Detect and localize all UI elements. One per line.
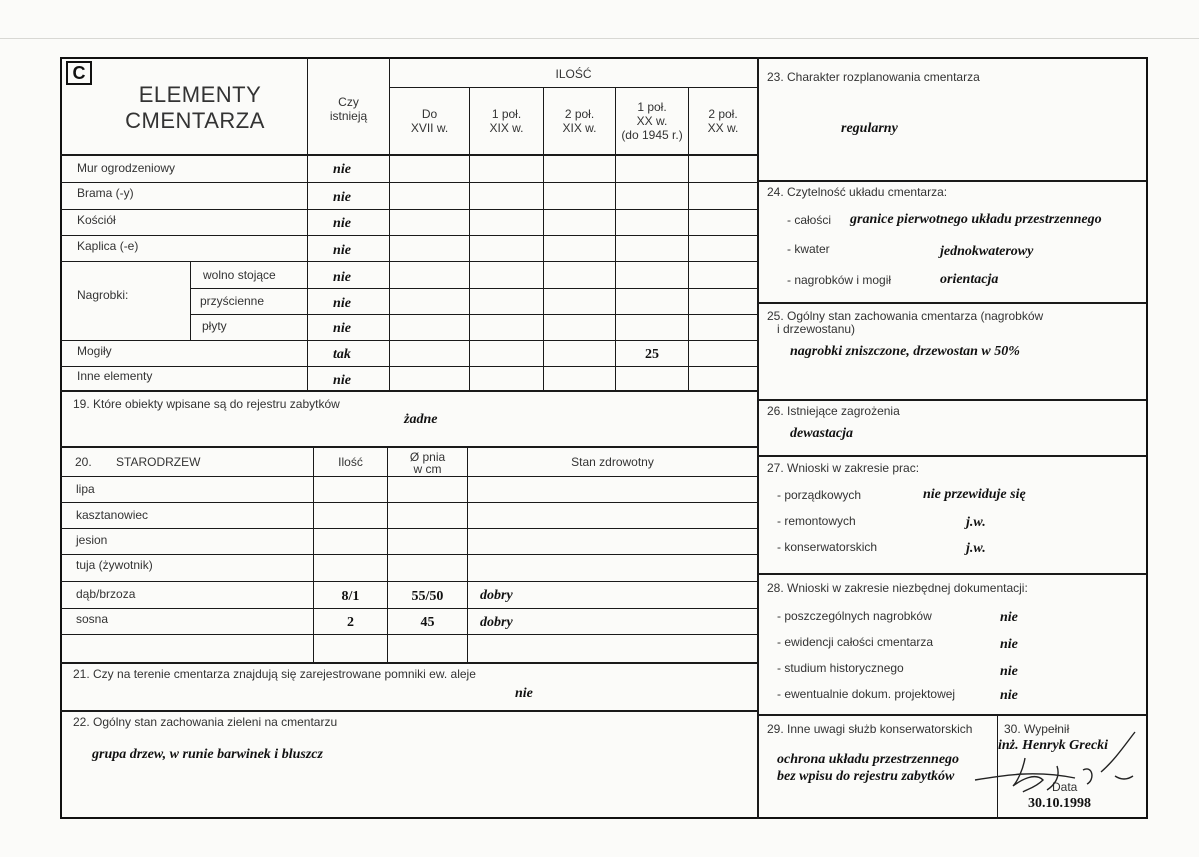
divider (60, 581, 757, 582)
divider (190, 288, 757, 289)
q19-value: żadne (404, 412, 438, 427)
element-exists: nie (333, 296, 351, 311)
title-line1: ELEMENTY (138, 82, 262, 107)
q24-item-value: granice pierwotnego układu przestrzennego (850, 212, 1102, 227)
date-value: 30.10.1998 (1028, 796, 1091, 811)
q23-value: regularny (841, 121, 898, 136)
tree-name: tuja (żywotnik) (76, 558, 153, 572)
q21-label: 21. Czy na terenie cmentarza znajdują się zarejestrowane pomniki ew. aleje (73, 667, 476, 681)
col-quantity: ILOŚĆ (555, 67, 592, 81)
tombstones-label: Nagrobki: (77, 288, 129, 302)
q24-item-label: - kwater (787, 242, 830, 256)
element-exists: nie (333, 243, 351, 258)
element-label: Inne elementy (77, 369, 153, 383)
q26-label: 26. Istniejące zagrożenia (767, 404, 900, 418)
divider (60, 209, 757, 210)
period-4-line1: 1 poł. (637, 100, 667, 114)
element-exists: nie (333, 373, 351, 388)
divider (60, 390, 757, 392)
divider (758, 455, 1146, 457)
element-label: Kaplica (-e) (77, 239, 139, 253)
element-count: 25 (645, 347, 659, 362)
divider (60, 634, 757, 635)
q24-item-label: - całości (787, 213, 832, 227)
q29-value-2: bez wpisu do rejestru zabytków (777, 769, 955, 784)
q24-item-value: jednokwaterowy (940, 244, 1034, 259)
q30-label: 30. Wypełnił (1004, 722, 1070, 736)
period-2-line1: 1 poł. (491, 107, 522, 121)
divider (758, 573, 1146, 575)
q28-item-label: - poszczególnych nagrobków (777, 609, 932, 623)
q27-item-label: - remontowych (777, 514, 856, 528)
divider (60, 476, 757, 477)
period-1-line1: Do (421, 107, 438, 121)
divider (60, 182, 757, 183)
tree-name: sosna (76, 612, 109, 626)
q27-item-label: - porządkowych (777, 488, 862, 502)
q29-label: 29. Inne uwagi służb konserwatorskich (767, 722, 973, 736)
q21-value: nie (515, 686, 533, 701)
q25-label-2: i drzewostanu) (777, 322, 856, 336)
q28-item-value: nie (1000, 637, 1018, 652)
divider (190, 314, 757, 315)
q27-item-value: nie przewiduje się (923, 487, 1026, 502)
q22-value: grupa drzew, w runie barwinek i bluszcz (92, 747, 323, 762)
divider (190, 261, 191, 340)
q22-label: 22. Ogólny stan zachowania zieleni na cmentarzu (73, 715, 338, 729)
q20-label: STARODRZEW (116, 455, 201, 469)
element-label: przyścienne (200, 294, 265, 308)
period-5-line1: 2 poł. (708, 107, 738, 121)
tree-trunk: 45 (420, 615, 435, 630)
period-4-line3: (do 1945 r.) (621, 128, 683, 142)
q28-item-value: nie (1000, 610, 1018, 625)
q20-num: 20. (75, 455, 92, 469)
divider (60, 235, 757, 236)
q20-col-health: Stan zdrowotny (571, 455, 654, 469)
element-label: Kościół (77, 213, 116, 227)
q29-value-1: ochrona układu przestrzennego (777, 752, 960, 767)
q28-item-value: nie (1000, 664, 1018, 679)
divider (758, 714, 1146, 716)
tree-qty: 8/1 (341, 589, 360, 604)
period-4-line2: XX w. (636, 114, 668, 128)
element-exists: nie (333, 162, 351, 177)
q24-item-value: orientacja (940, 272, 999, 287)
divider (60, 554, 757, 555)
divider (758, 180, 1146, 182)
q24-label: 24. Czytelność układu cmentarza: (767, 185, 948, 199)
divider (758, 399, 1146, 401)
q28-item-label: - ewentualnie dokum. projektowej (777, 687, 956, 701)
col-exists-2: istnieją (329, 109, 368, 123)
q28-item-label: - ewidencji całości cmentarza (777, 635, 934, 649)
q27-label: 27. Wnioski w zakresie prac: (767, 461, 920, 475)
q27-item-value: j.w. (966, 541, 986, 556)
divider (60, 154, 757, 156)
divider (758, 302, 1146, 304)
tree-qty: 2 (347, 615, 354, 630)
divider (467, 447, 468, 663)
divider (60, 340, 757, 341)
form-frame (60, 57, 1148, 819)
q28-item-value: nie (1000, 688, 1018, 703)
col-exists-1: Czy (338, 95, 359, 109)
divider (389, 87, 757, 88)
period-1-line2: XVII w. (410, 121, 449, 135)
tree-health: dobry (480, 588, 513, 603)
divider-main (757, 57, 759, 819)
q19-label: 19. Które obiekty wpisane są do rejestru zabytków (73, 397, 340, 411)
element-label: płyty (202, 319, 227, 333)
divider (60, 261, 757, 262)
element-label: Brama (-y) (77, 186, 134, 200)
period-3-line2: XIX w. (562, 121, 597, 135)
q26-value: dewastacja (790, 426, 853, 441)
divider (60, 528, 757, 529)
element-exists: tak (333, 347, 351, 362)
divider (60, 446, 757, 448)
tree-name: dąb/brzoza (76, 587, 136, 601)
element-exists: nie (333, 321, 351, 336)
element-label: wolno stojące (203, 268, 276, 282)
tree-trunk: 55/50 (411, 589, 444, 604)
divider (60, 710, 757, 712)
q27-item-label: - konserwatorskich (777, 540, 878, 554)
q25-label-1: 25. Ogólny stan zachowania cmentarza (nagrobków (767, 309, 1044, 323)
signature (965, 720, 1145, 810)
q24-item-label: - nagrobków i mogił (787, 273, 892, 287)
q30-value: inż. Henryk Grecki (998, 738, 1109, 753)
element-exists: nie (333, 216, 351, 231)
period-2-line2: XIX w. (489, 121, 524, 135)
date-label: Data (1052, 780, 1078, 794)
divider (60, 366, 757, 367)
tree-name: lipa (76, 482, 95, 496)
title-line2: CMENTARZA (125, 108, 265, 133)
element-label: Mogiły (77, 344, 112, 358)
q25-value: nagrobki zniszczone, drzewostan w 50% (790, 344, 1020, 359)
element-exists: nie (333, 190, 351, 205)
divider (60, 662, 757, 664)
q23-label: 23. Charakter rozplanowania cmentarza (767, 70, 980, 84)
q28-label: 28. Wnioski w zakresie niezbędnej dokumentacji: (767, 581, 1028, 595)
divider (60, 502, 757, 503)
paper-fold (0, 38, 1199, 39)
divider (60, 608, 757, 609)
tree-name: jesion (76, 533, 108, 547)
period-5-line2: XX w. (707, 121, 739, 135)
q28-item-label: - studium historycznego (777, 661, 904, 675)
tree-health: dobry (480, 615, 513, 630)
element-label: Mur ogrodzeniowy (77, 161, 176, 175)
element-exists: nie (333, 270, 351, 285)
tree-name: kasztanowiec (76, 508, 149, 522)
period-3-line1: 2 poł. (564, 107, 595, 121)
q20-col-qty: Ilość (338, 455, 363, 469)
section-letter: C (66, 61, 92, 85)
q20-col-trunk-1: Ø pnia (409, 450, 446, 464)
q27-item-value: j.w. (966, 515, 986, 530)
q20-col-trunk-2: w cm (413, 462, 442, 476)
